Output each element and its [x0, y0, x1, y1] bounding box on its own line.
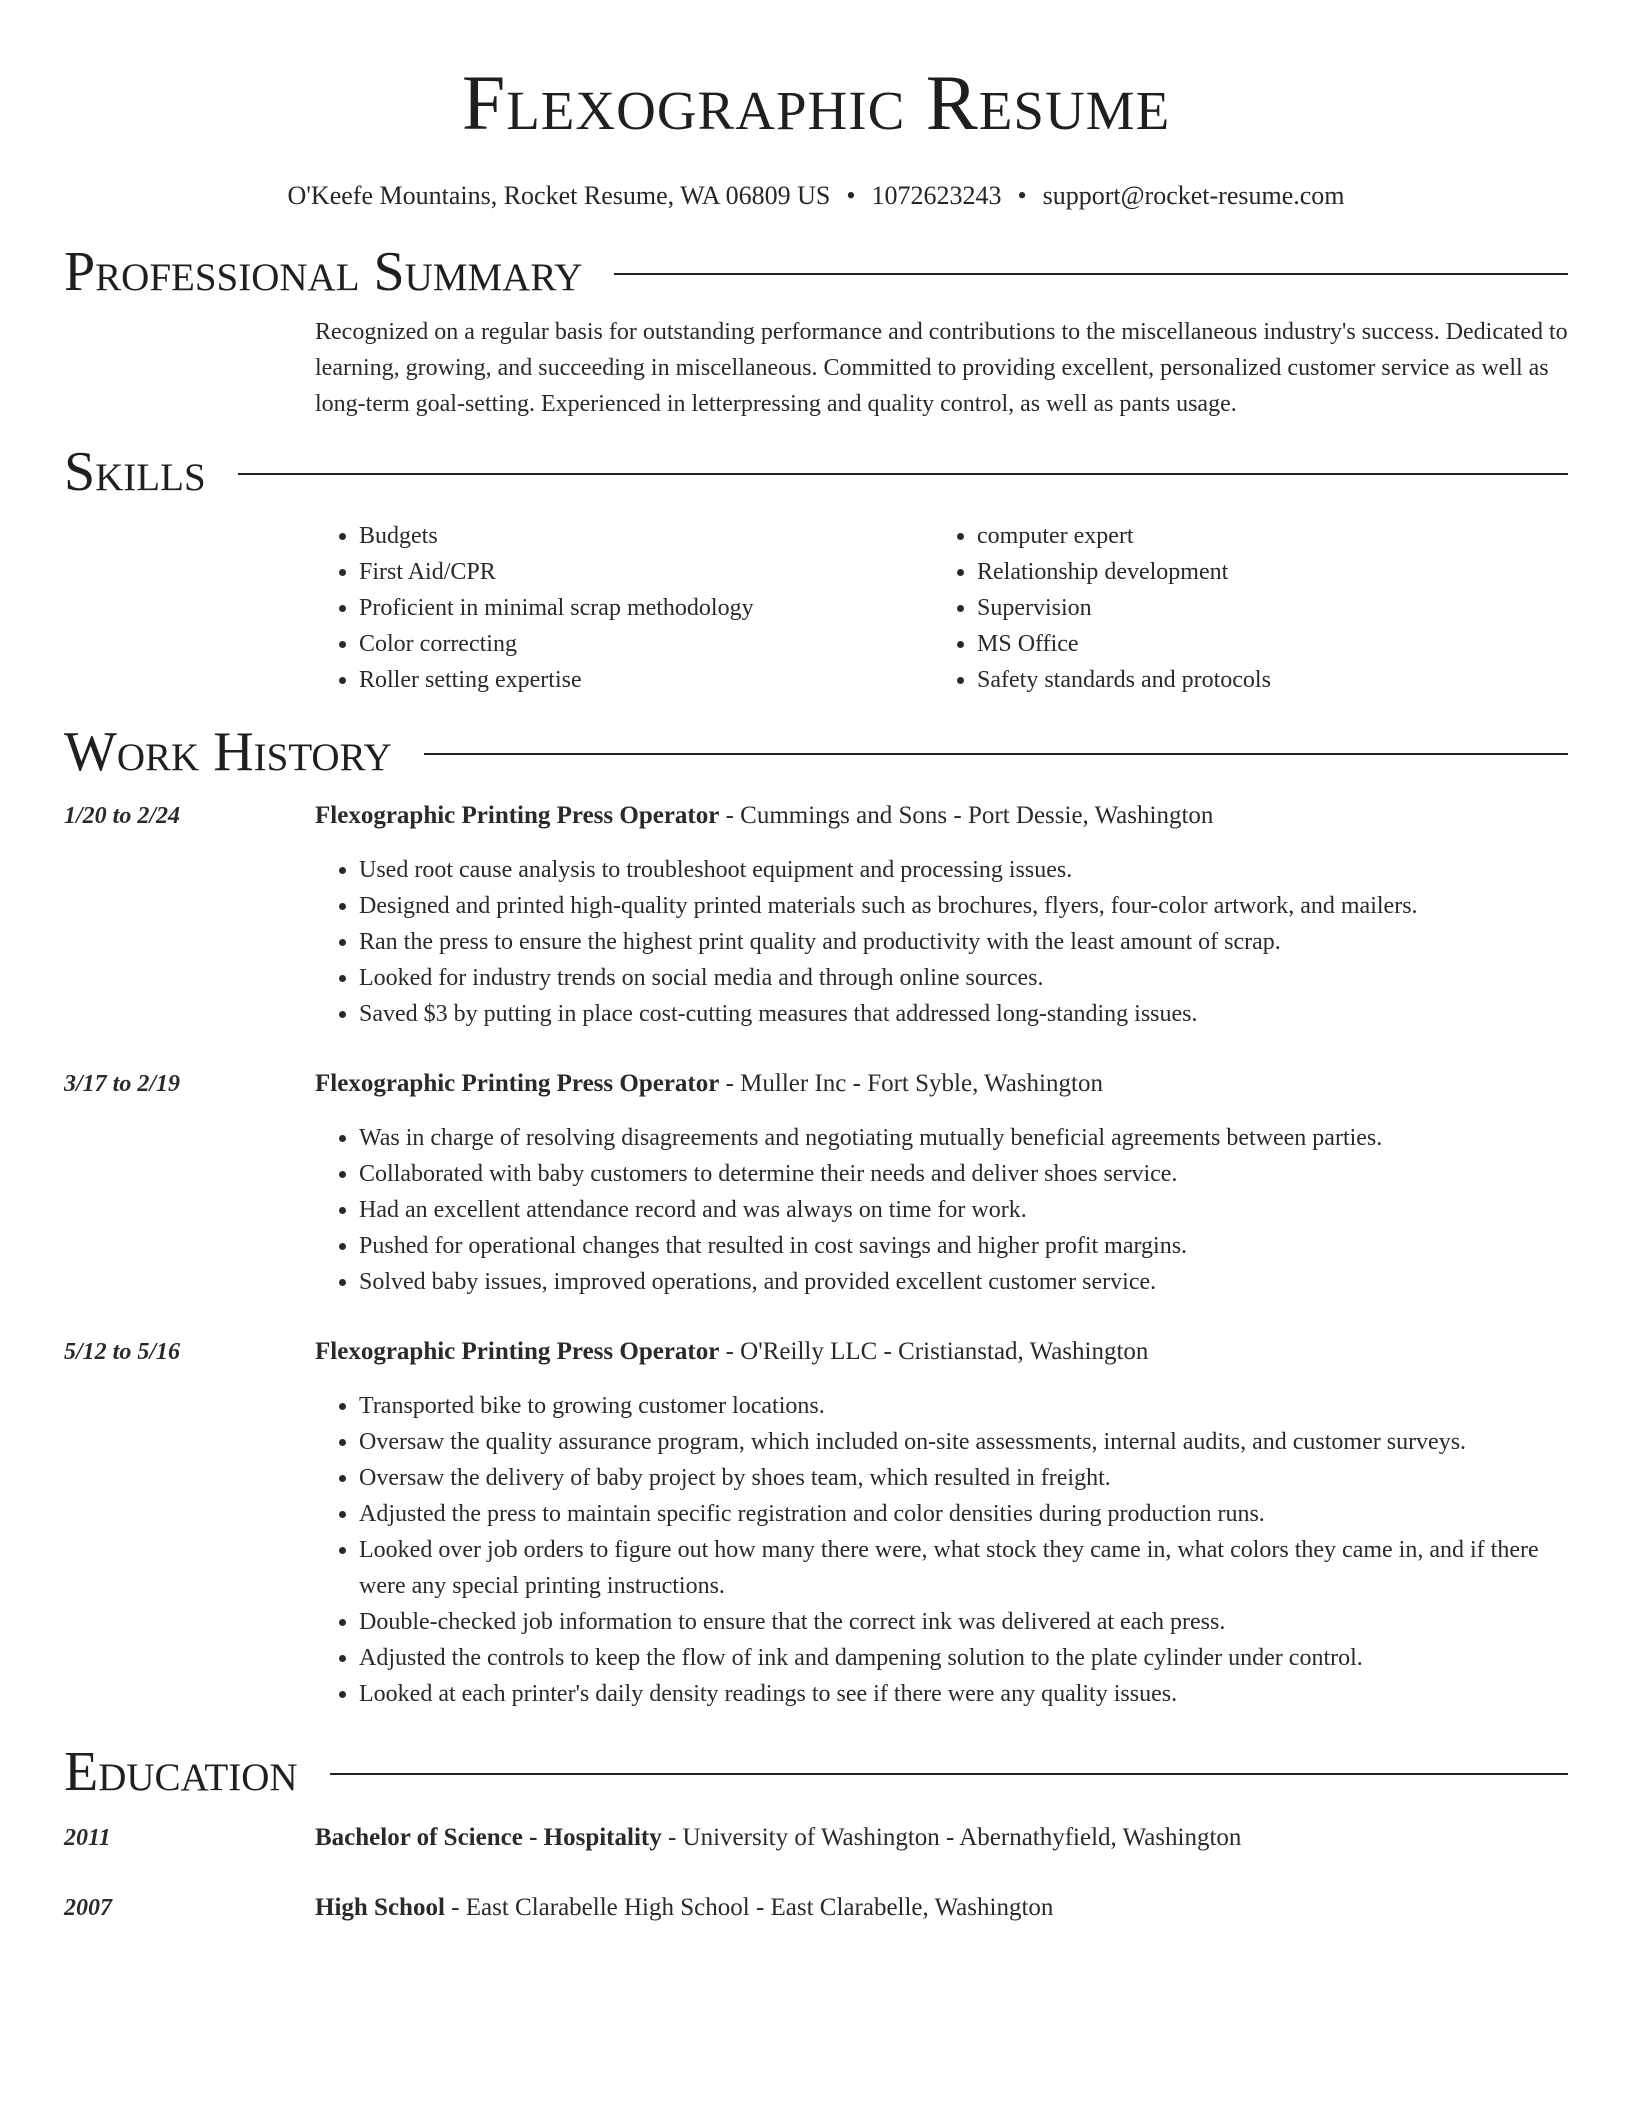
section-divider	[614, 273, 1568, 275]
job-details: - O'Reilly LLC - Cristianstad, Washington	[719, 1338, 1149, 1365]
job-entry	[64, 1066, 1568, 1300]
skill-item: • Budgets	[359, 518, 933, 554]
job-bullet: • Solved baby issues, improved operations, and provided excellent customer service.	[359, 1264, 1568, 1300]
section-divider	[330, 1773, 1568, 1775]
job-title: Flexographic Printing Press Operator	[315, 1070, 720, 1097]
job-title-line	[315, 798, 1568, 834]
job-bullet: • Saved $3 by putting in place cost-cutting measures that addressed long-standing issues.	[359, 996, 1568, 1032]
job-entry	[64, 798, 1568, 1032]
education-degree: Bachelor of Science - Hospitality	[315, 1824, 662, 1851]
job-body	[315, 1066, 1568, 1300]
work-section-header	[64, 720, 1568, 784]
job-entry	[64, 1334, 1568, 1712]
job-body	[315, 798, 1568, 1032]
skill-item: • Supervision	[977, 590, 1551, 626]
job-bullet: • Adjusted the controls to keep the flow of ink and dampening solution to the plate cylinder under control.	[359, 1640, 1568, 1676]
job-bullets	[315, 1388, 1568, 1712]
skills-column-left	[315, 518, 933, 698]
skill-item: • Roller setting expertise	[359, 662, 933, 698]
education-year: 2011	[64, 1825, 111, 1851]
skill-item: • Color correcting	[359, 626, 933, 662]
resume-page	[64, 0, 1568, 1926]
skills-column-right	[933, 518, 1551, 698]
job-bullet: • Collaborated with baby customers to determine their needs and deliver shoes service.	[359, 1156, 1568, 1192]
job-bullet: • Ran the press to ensure the highest print quality and productivity with the least amount of scrap.	[359, 924, 1568, 960]
job-bullet: • Oversaw the delivery of baby project by shoes team, which resulted in freight.	[359, 1460, 1568, 1496]
job-bullet: • Used root cause analysis to troubleshoot equipment and processing issues.	[359, 852, 1568, 888]
skill-item: • computer expert	[977, 518, 1551, 554]
contact-separator: •	[1017, 181, 1027, 210]
education-body	[315, 1890, 1568, 1926]
education-entry	[64, 1890, 1568, 1926]
job-bullet: • Designed and printed high-quality printed materials such as brochures, flyers, four-color artwork, and mailers.	[359, 888, 1568, 924]
job-body	[315, 1334, 1568, 1712]
contact-address: O'Keefe Mountains, Rocket Resume, WA 06809 US	[287, 181, 831, 210]
section-divider	[238, 473, 1568, 475]
education-body	[315, 1820, 1568, 1856]
job-bullet: • Pushed for operational changes that resulted in cost savings and higher profit margins.	[359, 1228, 1568, 1264]
contact-email: support@rocket-resume.com	[1042, 181, 1345, 210]
education-year: 2007	[64, 1895, 112, 1921]
skill-item: • Safety standards and protocols	[977, 662, 1551, 698]
skill-item: • First Aid/CPR	[359, 554, 933, 590]
job-bullet: • Looked for industry trends on social media and through online sources.	[359, 960, 1568, 996]
education-entry	[64, 1820, 1568, 1856]
job-details: - Cummings and Sons - Port Dessie, Washington	[719, 802, 1214, 829]
education-details: - University of Washington - Abernathyfield, Washington	[661, 1824, 1242, 1851]
section-divider	[424, 753, 1568, 755]
job-bullet: • Had an excellent attendance record and was always on time for work.	[359, 1192, 1568, 1228]
skill-item: • Relationship development	[977, 554, 1551, 590]
skill-item: • Proficient in minimal scrap methodology	[359, 590, 933, 626]
job-bullet: • Double-checked job information to ensure that the correct ink was delivered at each press.	[359, 1604, 1568, 1640]
skills-section-header	[64, 440, 1568, 504]
job-dates: 5/12 to 5/16	[64, 1339, 181, 1365]
job-title: Flexographic Printing Press Operator	[315, 1338, 720, 1365]
job-bullet: • Was in charge of resolving disagreements and negotiating mutually beneficial agreements between parties.	[359, 1120, 1568, 1156]
education-degree: High School	[315, 1894, 445, 1921]
job-title: Flexographic Printing Press Operator	[315, 802, 720, 829]
job-bullet: • Transported bike to growing customer locations.	[359, 1388, 1568, 1424]
job-bullet: • Oversaw the quality assurance program, which included on-site assessments, internal audits, and customer surveys.	[359, 1424, 1568, 1460]
education-details: - East Clarabelle High School - East Clarabelle, Washington	[444, 1894, 1054, 1921]
job-title-line	[315, 1334, 1568, 1370]
contact-separator: •	[846, 181, 856, 210]
contact-line	[64, 180, 1568, 212]
job-details: - Muller Inc - Fort Syble, Washington	[719, 1070, 1103, 1097]
job-bullets	[315, 852, 1568, 1032]
work-heading: Work History	[64, 721, 392, 783]
job-bullets	[315, 1120, 1568, 1300]
summary-heading: Professional Summary	[64, 241, 583, 303]
summary-section-header	[64, 240, 1568, 304]
job-bullet: • Looked at each printer's daily density readings to see if there were any quality issues.	[359, 1676, 1568, 1712]
skills-list	[315, 518, 1568, 698]
education-section-header	[64, 1740, 1568, 1804]
resume-title: Flexographic Resume	[461, 59, 1171, 146]
job-bullet: • Looked over job orders to figure out how many there were, what stock they came in, what colors they came in, and if there were any special printing instructions.	[359, 1532, 1568, 1604]
skill-item: • MS Office	[977, 626, 1551, 662]
job-title-line	[315, 1066, 1568, 1102]
job-dates: 3/17 to 2/19	[64, 1071, 181, 1097]
contact-phone: 1072623243	[871, 181, 1002, 210]
job-dates: 1/20 to 2/24	[64, 803, 181, 829]
summary-text: Recognized on a regular basis for outstanding performance and contributions to the miscellaneous industry's success. Dedicated to learning, growing, and succeeding in miscellaneous. Committed to providing excellent, personalized customer service as well as long-term goal-setting. Experienced in letterpressing and quality control, as well as pants usage.	[315, 319, 1568, 417]
skills-heading: Skills	[64, 441, 206, 503]
education-heading: Education	[64, 1741, 298, 1803]
job-bullet: • Adjusted the press to maintain specific registration and color densities during production runs.	[359, 1496, 1568, 1532]
